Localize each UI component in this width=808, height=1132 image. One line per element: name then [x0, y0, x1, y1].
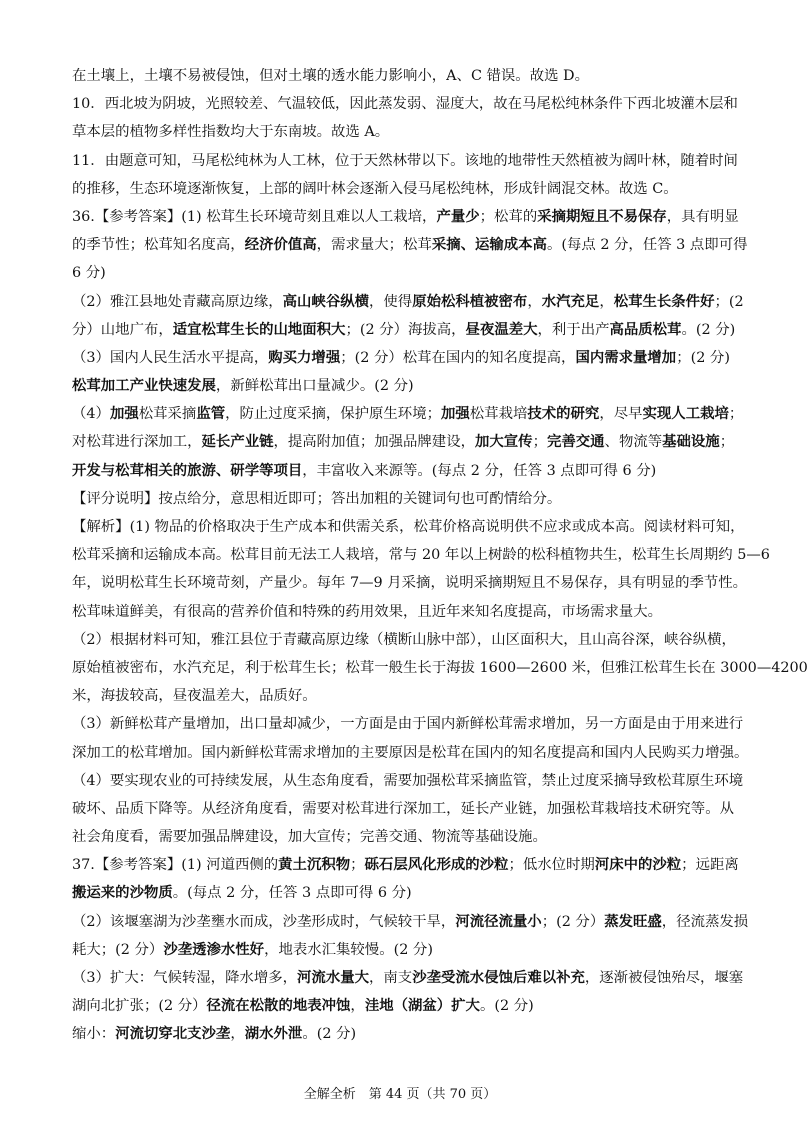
text-line — [72, 428, 735, 456]
text-line — [72, 823, 732, 851]
text-line — [72, 767, 744, 795]
text-line — [72, 457, 732, 485]
bold-keyword: 砾石层风化形成的沙粒 — [364, 856, 509, 874]
text-line — [72, 739, 749, 767]
bold-keyword: 完善交通 — [546, 433, 605, 451]
text-line — [72, 400, 744, 428]
bold-keyword: 沙垄受流水侵蚀后难以补充 — [412, 969, 585, 986]
text-run: ；(2 分）海拔高， — [345, 321, 466, 338]
text-run: 耗大；(2 分） — [72, 941, 164, 958]
bold-keyword: 基础设施 — [662, 433, 720, 451]
text-run: ； — [532, 434, 547, 451]
text-run: （3）新鲜松茸产量增加，出口量却减少，一方面是由于国内新鲜松茸需求增加，另一方面是由于用来进行 — [72, 716, 744, 733]
text-line — [72, 710, 744, 738]
text-run: 【评分说明】按点给分，意思相近即可；答出加粗的关键词句也可酌情给分。 — [72, 490, 562, 507]
text-run: （2）根据材料可知，雅江县位于青藏高原边缘（横断山脉中部），山区面积大，且山高谷深，峡谷纵横， — [72, 631, 736, 648]
bold-keyword: 实现人工栽培 — [642, 405, 729, 423]
text-run: 原始植被密布，水汽充足，利于松茸生长；松茸一般生长于海拔 1600—2600 米，但雅江松茸生长在 3000—4200 — [72, 659, 808, 676]
bold-keyword: 购买力增强 — [268, 348, 341, 366]
text-run: ；(2 分） — [541, 913, 605, 930]
document-body — [72, 62, 808, 1049]
text-line — [72, 259, 732, 287]
bold-keyword: 河床中的沙粒 — [594, 856, 682, 874]
text-run: ，需求量大；松茸 — [316, 237, 432, 254]
text-run: ，丰富收入来源等。(每点 2 分，任答 3 点即可得 6 分) — [302, 462, 657, 479]
text-line — [72, 203, 739, 231]
text-run: （2）该堰塞湖为沙垄壅水而成，沙垄形成时，气候较干旱， — [72, 913, 456, 930]
text-run: 松茸味道鲜美，有很高的营养价值和特殊的药用效果，且近年来知名度提高，市场需求量大。 — [72, 603, 663, 620]
text-line — [72, 485, 732, 513]
text-run: ； — [728, 406, 744, 423]
bold-keyword: 加大宣传 — [474, 433, 533, 451]
text-line — [72, 231, 748, 259]
text-run: 。(2 分) — [681, 321, 736, 338]
text-run: 的季节性；松茸知名度高， — [72, 237, 245, 254]
text-run: 松茸采摘和运输成本高。松茸目前无法工人栽培，常与 20 年以上树龄的松科植物共生，松茸生长周期约 5—6 — [72, 547, 770, 564]
bold-keyword: 蒸发旺盛 — [604, 912, 662, 930]
bold-keyword: 搬运来的沙物质 — [72, 884, 173, 902]
text-line — [72, 654, 808, 682]
text-line — [72, 90, 738, 118]
text-run: （3）国内人民生活水平提高， — [72, 349, 269, 366]
text-run: （4） — [72, 406, 110, 423]
text-run: ，地表水汇集较慢。(2 分) — [264, 941, 433, 958]
text-run: 湖向北扩张；(2 分） — [72, 998, 207, 1015]
text-line — [72, 964, 744, 992]
text-run: 。(2 分) — [479, 998, 534, 1015]
text-run: ；松茸的 — [479, 208, 538, 225]
text-line — [72, 879, 732, 907]
page-footer: 全解全析 第 44 页（共 70 页） — [303, 1087, 497, 1102]
text-line — [72, 992, 732, 1020]
text-line — [72, 288, 744, 316]
text-line — [72, 541, 770, 569]
text-line — [72, 1020, 732, 1048]
text-run: 破坏、品质下降等。从经济角度看，需要对松茸进行深加工，延长产业链，加强松茸栽培技术研究等。从 — [72, 800, 734, 817]
text-line — [72, 316, 736, 344]
text-run: 37.【参考答案】(1) 河道西侧的 — [72, 857, 279, 874]
bold-keyword: 采摘、运输成本高 — [431, 236, 547, 254]
bold-keyword: 河流切穿北支沙垄 — [115, 1025, 231, 1043]
bold-keyword: 沙垄透渗水性好 — [163, 940, 265, 958]
text-run: 、物流等 — [604, 434, 663, 451]
text-line — [72, 372, 732, 400]
bold-keyword: 水汽充足 — [541, 292, 600, 310]
bold-keyword: 河流径流量小 — [455, 912, 542, 930]
text-run: （2）雅江县地处青藏高原边缘， — [72, 293, 283, 310]
bold-keyword: 径流在松散的地表冲蚀 — [206, 997, 351, 1015]
text-run: ，具有明显 — [666, 208, 739, 225]
text-line — [72, 62, 732, 90]
bold-keyword: 松茸生长条件好 — [613, 292, 715, 310]
text-run: ； — [719, 434, 735, 451]
bold-keyword: 监管 — [196, 405, 226, 423]
bold-keyword: 河流水量大 — [297, 969, 369, 986]
text-line — [72, 513, 745, 541]
text-run: 。(每点 2 分，任答 3 点即可得 6 分) — [172, 885, 412, 902]
text-line — [72, 569, 748, 597]
text-run: ，逐渐被侵蚀殆尽，堰塞 — [584, 970, 744, 986]
text-line — [72, 795, 732, 823]
text-run: ，提高附加值；加强品牌建设， — [273, 434, 475, 451]
text-run: （4）要实现农业的可持续发展，从生态角度看，需要加强松茸采摘监管，禁止过度采摘导致松茸原生环境 — [72, 772, 744, 789]
bold-keyword: 加强 — [109, 405, 139, 423]
text-run: ，防止过度采摘，保护原生环境； — [225, 406, 441, 423]
text-run: ，南支 — [369, 970, 413, 986]
text-line — [72, 851, 739, 879]
bold-keyword: 加强 — [440, 405, 470, 423]
bold-keyword: 技术的研究 — [527, 405, 600, 423]
text-run: ；(2 分）松茸在国内的知名度提高， — [340, 349, 576, 366]
bold-keyword: 开发与松茸相关的旅游、研学等项目 — [72, 461, 303, 479]
bold-keyword: 湖水外泄 — [244, 1025, 303, 1043]
text-run: 分）山地广布， — [72, 321, 173, 338]
text-run: 社会角度看，需要加强品牌建设，加大宣传；完善交通、物流等基础设施。 — [72, 829, 547, 846]
text-run: 松茸采摘 — [138, 406, 197, 423]
text-run: 缩小： — [72, 1026, 116, 1043]
text-run: ； — [350, 857, 365, 874]
text-line — [72, 147, 738, 175]
bold-keyword: 黄土沉积物 — [278, 856, 351, 874]
text-line — [72, 936, 732, 964]
text-run: ；低水位时期 — [508, 857, 595, 874]
bold-keyword: 松茸加工产业快速发展 — [72, 377, 216, 395]
text-run: 草本层的植物多样性指数均大于东南坡。故选 A。 — [72, 124, 390, 141]
bold-keyword: 原始松科植被密布 — [412, 292, 528, 310]
bold-keyword: 国内需求量增加 — [575, 348, 677, 366]
text-run: ，新鲜松茸出口量减少。(2 分) — [215, 378, 414, 395]
text-run: 在土壤上，土壤不易被侵蚀，但对土壤的透水能力影响小，A、C 错误。故选 D。 — [72, 68, 589, 84]
bold-keyword: 高品质松茸 — [609, 320, 682, 338]
text-run: （3）扩大：气候转湿，降水增多， — [72, 970, 298, 986]
text-line — [72, 626, 736, 654]
bold-keyword: 洼地（湖盆）扩大 — [364, 997, 480, 1015]
text-run: 年，说明松茸生长环境苛刻，产量少。每年 7—9 月采摘，说明采摘期短且不易保存，具有明显的季节性。 — [72, 575, 748, 592]
text-run: ；(2 — [714, 293, 744, 310]
text-run: ， — [599, 293, 614, 310]
text-run: ；(2 分) — [676, 349, 730, 366]
text-run: 【解析】(1) 物品的价格取决于生产成本和供需关系，松茸价格高说明供不应求或成本高。阅读材料可知， — [72, 519, 745, 535]
text-run: 10．西北坡为阴坡，光照较差、气温较低，因此蒸发弱、湿度大，故在马尾松纯林条件下西北坡灌木层和 — [72, 96, 738, 113]
text-run: 6 分) — [72, 265, 106, 282]
bold-keyword: 产量少 — [436, 207, 480, 225]
text-line — [72, 344, 732, 372]
text-line — [72, 118, 732, 146]
text-run: 的推移，生态环境逐渐恢复，上部的阔叶林会逐渐入侵马尾松纯林，形成针阔混交林。故选 C。 — [72, 180, 678, 197]
text-run: ；远距离 — [681, 857, 739, 874]
text-line — [72, 598, 732, 626]
text-run: 米，海拔较高，昼夜温差大，品质好。 — [72, 688, 317, 705]
bold-keyword: 昼夜温差大 — [465, 320, 538, 338]
text-run: ，径流蒸发损 — [661, 913, 749, 930]
text-run: ， — [350, 998, 365, 1015]
text-run: 松茸栽培 — [469, 406, 528, 423]
bold-keyword: 适宜松茸生长的山地面积大 — [172, 320, 346, 338]
text-run: ， — [230, 1026, 245, 1043]
text-run: ，使得 — [369, 293, 413, 310]
bold-keyword: 经济价值高 — [244, 236, 317, 254]
text-run: ，尽早 — [599, 406, 643, 423]
text-run: 。(2 分) — [302, 1026, 357, 1043]
text-run: 深加工的松茸增加。国内新鲜松茸需求增加的主要原因是松茸在国内的知名度提高和国内人民购买力增强。 — [72, 744, 749, 761]
text-run: 36.【参考答案】(1) 松茸生长环境苛刻且难以人工栽培， — [72, 208, 437, 225]
text-run: ，利于出产 — [537, 321, 610, 338]
text-run: ， — [527, 293, 542, 310]
text-line — [72, 682, 732, 710]
bold-keyword: 高山峡谷纵横 — [282, 292, 369, 310]
bold-keyword: 采摘期短且不易保存 — [537, 207, 667, 225]
text-line — [72, 175, 732, 203]
text-run: 对松茸进行深加工， — [72, 434, 202, 451]
text-run: 。(每点 2 分，任答 3 点即可得 — [546, 237, 748, 254]
bold-keyword: 延长产业链 — [201, 433, 274, 451]
text-run: 11．由题意可知，马尾松纯林为人工林，位于天然林带以下。该地的地带性天然植被为阔叶林，随着时间 — [72, 152, 738, 169]
text-line — [72, 908, 749, 936]
